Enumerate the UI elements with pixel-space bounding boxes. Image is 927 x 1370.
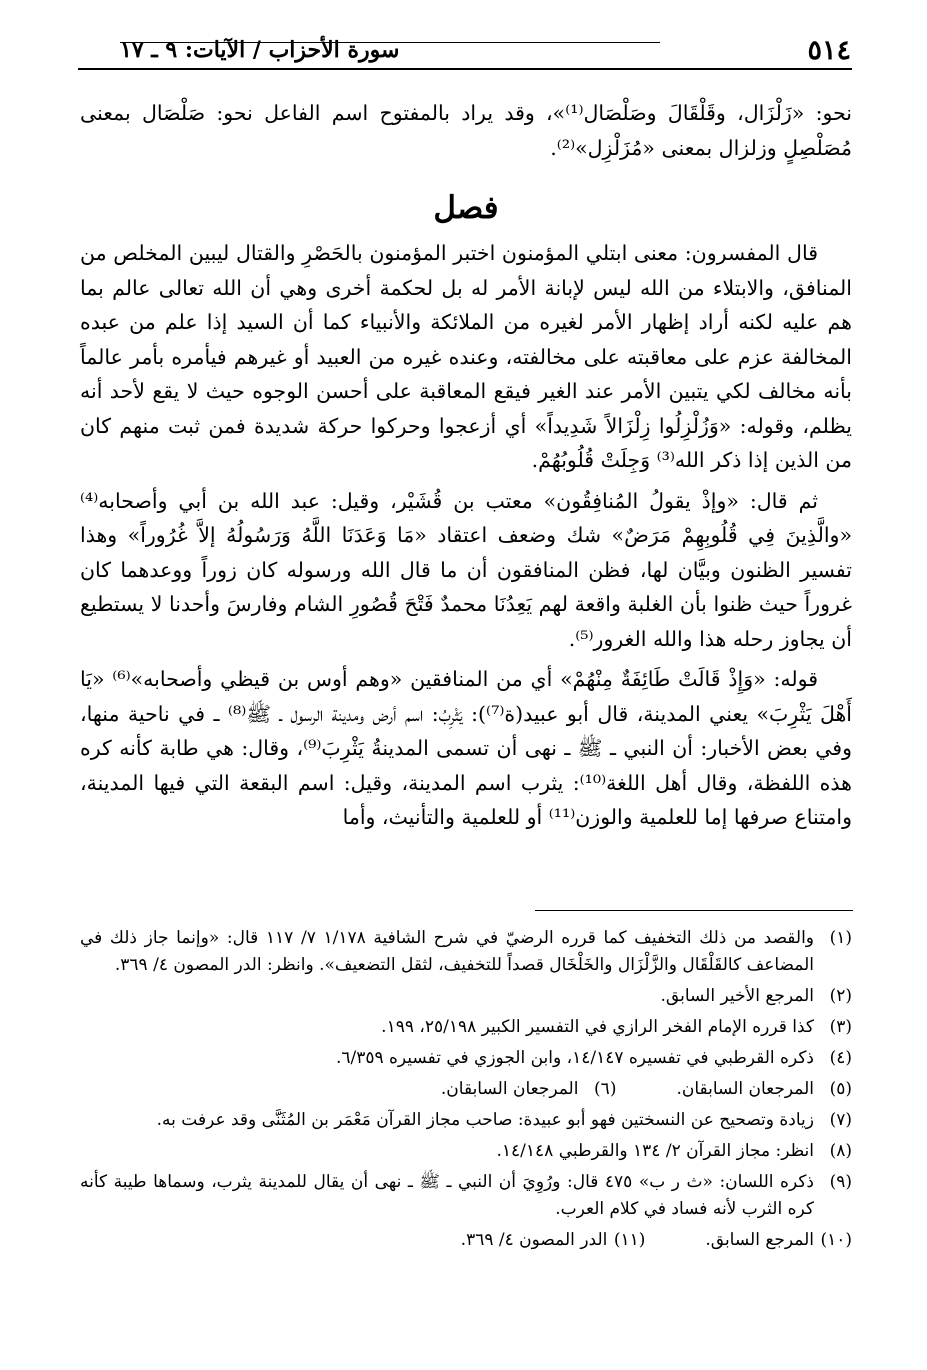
footnote-text: المرجعان السابقان.	[440, 1079, 579, 1099]
footnote-number: (١)	[829, 928, 852, 948]
footnote-text: والقصد من ذلك التخفيف كما قرره الرضيّ في شرح الشافية ١/١٧٨ ٧/ ١١٧ قال: «وإنما جاز ذلك في المضاعف كالقَلْقَال والزَّلْزَال والخَلْخَال قصداً للتخفيف، لثقل التضعيف». وانظر: الدر المصون ٤/ ٣٦٩.	[80, 928, 815, 975]
footnote-pair	[80, 1076, 852, 1103]
footnote	[80, 1107, 852, 1134]
footnote	[80, 1169, 852, 1223]
footnotes	[80, 925, 852, 1258]
footnote-text: المرجع الأخير السابق.	[660, 986, 814, 1006]
footnote-number: (٨)	[829, 1141, 852, 1161]
header-rule	[78, 68, 852, 70]
body-intro	[80, 96, 852, 165]
footnote-number: (٣)	[829, 1017, 852, 1037]
footnote-number: (٤)	[829, 1048, 852, 1068]
body-main	[80, 236, 852, 835]
footnote	[80, 925, 852, 979]
paragraph-2: قال المفسرون: معنى ابتلي المؤمنون اختبر المؤمنون بالحَصْرِ والقتال ليبين المخلص من المنافق، والابتلاء من الله ليس لإبانة الأمر له بل لحكمة أخرى وهي أن الله تعالى عالم بما هم عليه لكنه أراد إظهار الأمر لغيره من الملائكة والأنبياء كما أن السيد إذا علم من عبده المخالفة عزم على معاقبته على مخالفته، وعنده غيره من العبيد أو غيرهم فيأمره بأمر عالماً بأنه مخالف لكي يتبين الأمر عند الغير فيقع المعاقبة على أحسن الوجوه حيث لا يقع لأحد أنه يظلم، وقوله: «وَزُلْزِلُوا زِلْزَالاً شَدِيداً» أي أزعجوا وحركوا حركة شديدة فمن ثبت منهم كان من الذين إذا ذكر الله⁽³⁾ وَجِلَتْ قُلُوبُهُمْ.	[80, 241, 852, 472]
footnote-text: المرجعان السابقان.	[676, 1079, 814, 1099]
footnote	[80, 1138, 852, 1165]
footnote-number: (٦)	[594, 1079, 617, 1099]
header-decorative-line	[120, 42, 660, 43]
footnote	[676, 1076, 852, 1103]
footnote-number: (٧)	[829, 1110, 852, 1130]
footnote-number: (٩)	[829, 1172, 852, 1192]
footnote-text: ذكره اللسان: «ث ر ب» ٤٧٥ قال: ورُوِيَ أن النبي ـ ﷺ ـ نهى أن يقال للمدينة يثرب، وسماها طيبة كأنه كره الثرب لأنه فساد في كلام العرب.	[80, 1172, 815, 1219]
footnote-text: الدر المصون ٤/ ٣٦٩.	[460, 1230, 608, 1250]
footnote	[441, 1076, 617, 1103]
footnote-number: (٥)	[829, 1079, 852, 1099]
section-heading: فصل	[433, 190, 499, 226]
footnote-text: انظر: مجاز القرآن ٢/ ١٣٤ والقرطبي ١٤/١٤٨.	[496, 1141, 814, 1161]
footnote	[80, 1014, 852, 1041]
paragraph-4: قوله: «وَإِذْ قَالَتْ طَائِفَةٌ مِنْهُمْ» أي من المنافقين «وهم أوس بن قيظي وأصحابه»⁽⁶⁾ «يَا أَهْلَ يَثْرِبَ» يعني المدينة، قال أبو عبيد(ة⁽⁷⁾): يَثْرِبُ: اسم أرض ومدينة الرسول ـ ﷺ⁽⁸⁾ ـ في ناحية منها، وفي بعض الأخبار: أن النبي ـ ﷺ ـ نهى أن تسمى المدينةُ يَثْرِبَ⁽⁹⁾، وقال: هي طابة كأنه كره هذه اللفظة، وقال أهل اللغة⁽¹⁰⁾: يثرب اسم المدينة، وقيل: اسم البقعة التي فيها المدينة، وامتناع صرفها إما للعلمية والوزن⁽¹¹⁾ أو للعلمية والتأنيث، وأما	[80, 667, 853, 829]
footnote-text: زيادة وتصحيح عن النسختين فهو أبو عبيدة: صاحب مجاز القرآن مَعْمَر بن المُثَنَّى وقد عرفت به.	[156, 1110, 814, 1130]
page-number: ٥١٤	[807, 34, 851, 66]
running-title: سورة الأحزاب / الآيات: ٩ ـ ١٧	[120, 37, 400, 63]
footnote-text: كذا قرره الإمام الفخر الرازي في التفسير الكبير ٢٥/١٩٨، ١٩٩.	[381, 1017, 814, 1037]
paragraph-1: نحو: «زَلْزَال، وقَلْقَالَ وصَلْصَال⁽¹⁾»، وقد يراد بالمفتوح اسم الفاعل نحو: صَلْصَال بمعنى مُصَلْصِلٍ وزلزال بمعنى «مُزَلْزِل»⁽²⁾.	[80, 101, 853, 160]
footnote-text: المرجع السابق.	[705, 1230, 814, 1250]
footnote	[80, 1045, 852, 1072]
footnote-number: (١١)	[613, 1230, 646, 1250]
footnote-number: (١٠)	[820, 1230, 852, 1250]
footnote-separator	[535, 910, 853, 911]
footnote	[705, 1227, 852, 1254]
footnote	[461, 1227, 646, 1254]
footnote	[80, 983, 852, 1010]
paragraph-3: ثم قال: «وإذْ يقولُ المُنافِقُون» معتب بن قُشَيْر، وقيل: عبد الله بن أبي وأصحابه⁽⁴⁾ «والَّذِينَ فِي قُلُوبِهِمْ مَرَضٌ» شك وضعف اعتقاد «مَا وَعَدَنَا اللَّهُ وَرَسُولُهُ إلاَّ غُرُوراً» وهذا تفسير الظنون وبيَّان لها، فظن المنافقون أن ما قال الله ورسوله كان زوراً ووعدهما كان غروراً حيث ظنوا بأن الغلبة واقعة لهم يَعِدُنَا محمدٌ فَتْحَ قُصُورِ الشام وفارسَ وأحدنا لا يستطيع أن يجاوز رحله هذا والله الغرور⁽⁵⁾.	[80, 488, 852, 651]
footnote-number: (٢)	[829, 986, 852, 1006]
footnote-text: ذكره القرطبي في تفسيره ١٤/١٤٧، وابن الجوزي في تفسيره ٦/٣٥٩.	[335, 1048, 814, 1068]
footnote-pair	[80, 1227, 852, 1254]
page-header	[80, 30, 851, 70]
